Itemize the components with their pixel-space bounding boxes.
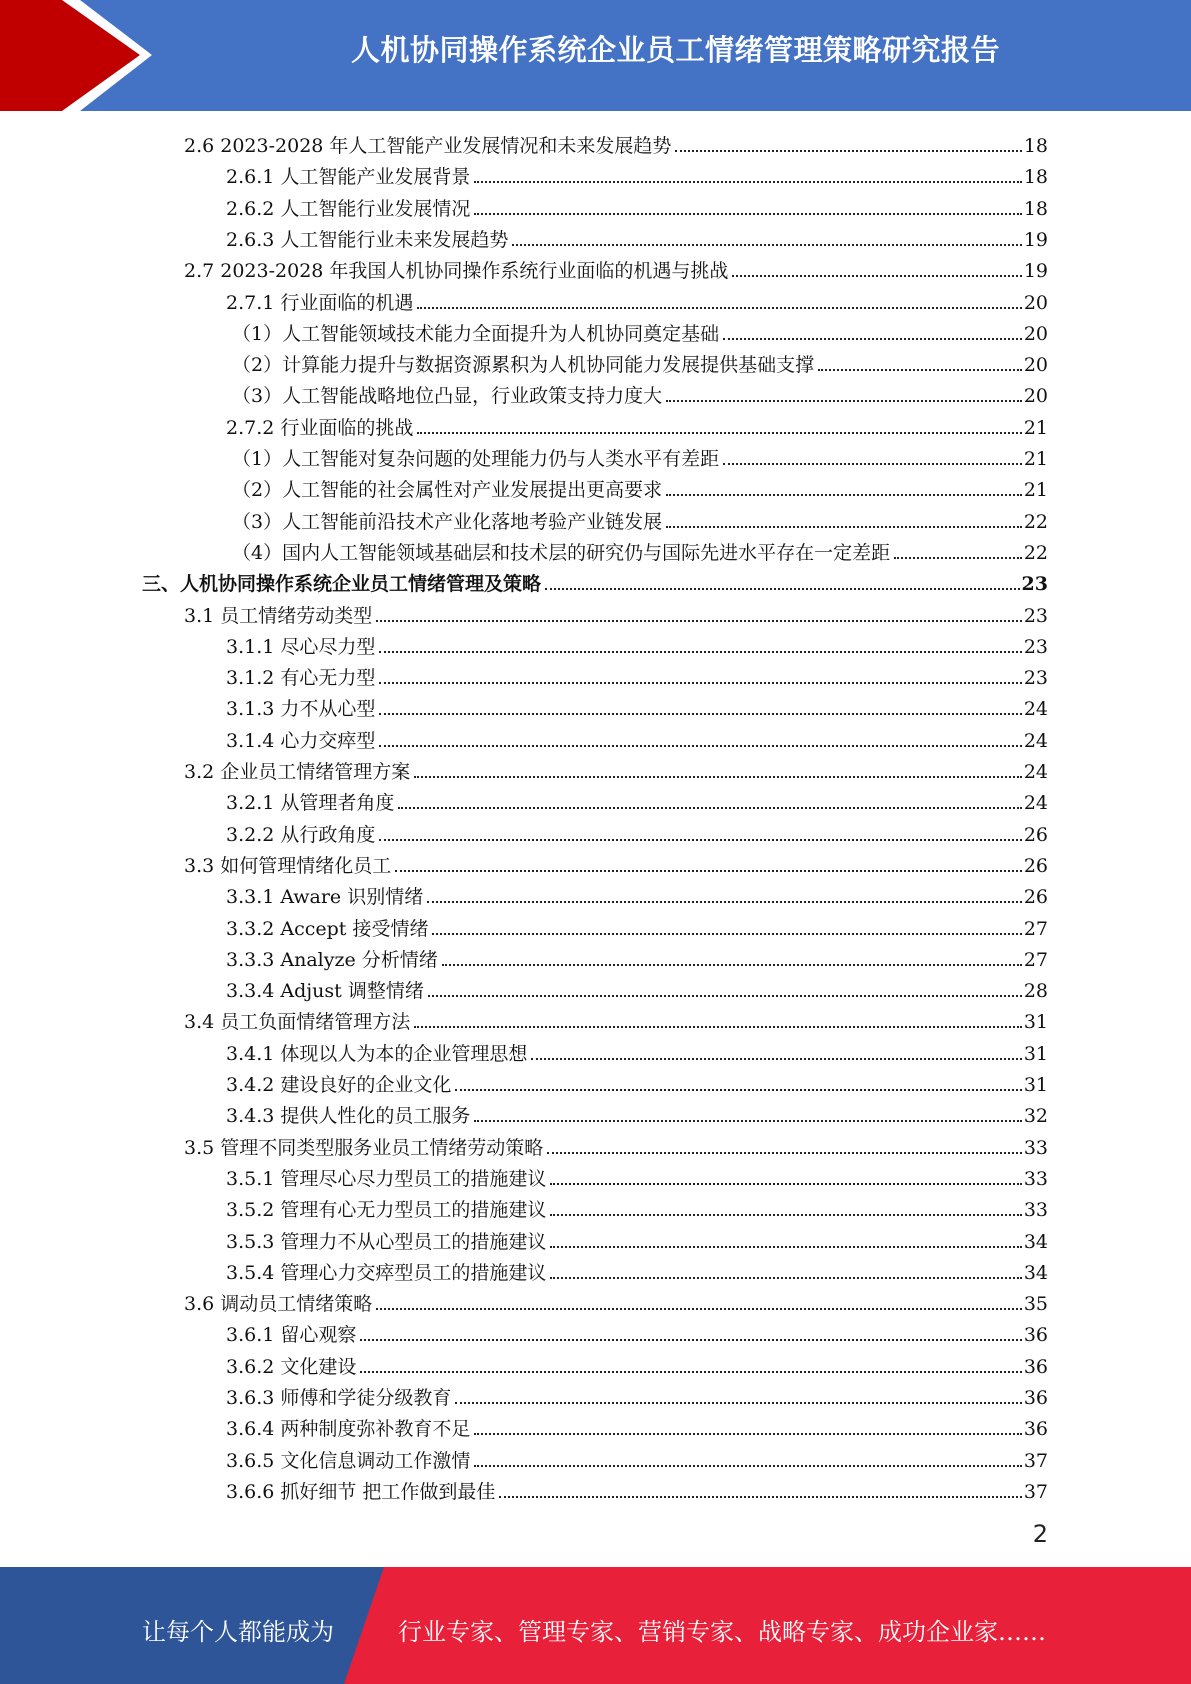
toc-dot-leader — [376, 620, 1022, 622]
toc-entry-page: 19 — [1023, 260, 1048, 283]
toc-dot-leader — [414, 1026, 1022, 1028]
toc-dot-leader — [376, 1308, 1022, 1310]
toc-entry-page: 24 — [1023, 761, 1048, 783]
toc-entry-page: 20 — [1023, 291, 1048, 314]
toc-entry-title: 3.5.4 管理心力交瘁型员工的措施建议 — [226, 1261, 547, 1284]
toc-dot-leader — [723, 463, 1022, 465]
toc-entry[interactable] — [226, 190, 1048, 221]
toc-entry-title: 3.1.3 力不从心型 — [226, 698, 376, 721]
toc-entry[interactable] — [226, 1160, 1048, 1191]
toc-dot-leader — [547, 1152, 1022, 1154]
toc-entry-page: 26 — [1023, 854, 1048, 877]
toc-entry-page: 34 — [1023, 1230, 1048, 1253]
toc-entry[interactable] — [184, 1129, 1048, 1160]
toc-entry-page: 34 — [1023, 1261, 1048, 1284]
toc-dot-leader — [550, 1214, 1021, 1216]
toc-entry-title: 3.3.3 Analyze 分析情绪 — [226, 948, 438, 971]
toc-entry[interactable] — [232, 471, 1048, 502]
toc-dot-leader — [379, 745, 1021, 747]
toc-dot-leader — [723, 338, 1022, 340]
toc-entry[interactable] — [226, 659, 1048, 690]
toc-entry-page: 23 — [1023, 604, 1048, 627]
toc-entry[interactable] — [226, 1316, 1048, 1347]
footer-slogan-left: 让每个人都能成为 — [142, 1618, 334, 1646]
toc-entry[interactable] — [226, 878, 1048, 909]
toc-entry-title: 3.4.1 体现以人为本的企业管理思想 — [226, 1042, 528, 1065]
toc-dot-leader — [360, 1371, 1021, 1373]
toc-dot-leader — [398, 807, 1021, 809]
toc-entry-title: 3.2.1 从管理者角度 — [226, 792, 395, 815]
toc-entry[interactable] — [226, 409, 1048, 440]
toc-entry-title: 3.4.3 提供人性化的员工服务 — [226, 1105, 471, 1128]
toc-entry[interactable] — [184, 1285, 1048, 1316]
page-number: 2 — [1032, 1520, 1048, 1548]
toc-entry-page: 31 — [1023, 1011, 1048, 1034]
toc-dot-leader — [545, 588, 1020, 590]
toc-dot-leader — [428, 995, 1022, 997]
toc-entry-page: 24 — [1023, 792, 1048, 815]
toc-entry[interactable] — [226, 158, 1048, 189]
toc-entry-page: 37 — [1023, 1480, 1048, 1503]
toc-entry[interactable] — [226, 1379, 1048, 1410]
toc-entry[interactable] — [184, 252, 1048, 283]
toc-dot-leader — [379, 651, 1021, 653]
toc-entry[interactable] — [226, 284, 1048, 315]
toc-entry-title: 3.1.4 心力交瘁型 — [226, 729, 376, 752]
toc-dot-leader — [474, 1433, 1021, 1435]
toc-dot-leader — [360, 1339, 1021, 1341]
toc-entry-page: 19 — [1023, 228, 1048, 251]
toc-entry-title: 3.1 员工情绪劳动类型 — [184, 604, 373, 627]
toc-entry-page: 20 — [1023, 322, 1048, 345]
toc-entry[interactable] — [226, 1097, 1048, 1128]
toc-dot-leader — [818, 369, 1022, 371]
toc-dot-leader — [379, 713, 1021, 715]
toc-dot-leader — [414, 776, 1022, 778]
toc-entry[interactable] — [226, 1473, 1048, 1504]
toc-entry-page: 37 — [1023, 1449, 1048, 1472]
toc-dot-leader — [417, 307, 1021, 309]
toc-dot-leader — [455, 1402, 1021, 1404]
toc-entry-page: 33 — [1023, 1136, 1048, 1159]
toc-dot-leader — [417, 432, 1021, 434]
toc-entry[interactable] — [226, 941, 1048, 972]
toc-entry[interactable] — [184, 847, 1048, 878]
toc-entry-title: 3.6.1 留心观察 — [226, 1324, 357, 1347]
toc-entry-title: （1）人工智能对复杂问题的处理能力仍与人类水平有差距 — [232, 448, 720, 470]
toc-entry-title: 3.5.2 管理有心无力型员工的措施建议 — [226, 1199, 547, 1222]
toc-entry-page: 21 — [1023, 448, 1048, 470]
toc-entry-page: 26 — [1023, 823, 1048, 846]
toc-entry-title: 3.3.4 Adjust 调整情绪 — [226, 980, 424, 1003]
toc-entry-page: 23 — [1023, 667, 1048, 690]
toc-entry[interactable] — [226, 1254, 1048, 1285]
toc-entry-title: 3.3 如何管理情绪化员工 — [184, 854, 392, 877]
toc-entry-page: 36 — [1023, 1387, 1048, 1409]
toc-dot-leader — [474, 1120, 1021, 1122]
toc-entry-page: 24 — [1023, 698, 1048, 721]
toc-entry-title: 3.6.6 抓好细节 把工作做到最佳 — [226, 1480, 496, 1503]
toc-entry-page: 22 — [1023, 541, 1048, 564]
toc-entry-title: （2）计算能力提升与数据资源累积为人机协同能力发展提供基础支撑 — [232, 354, 815, 377]
toc-dot-leader — [474, 181, 1021, 183]
toc-entry-title: 3.5.3 管理力不从心型员工的措施建议 — [226, 1230, 547, 1253]
toc-entry-title: （3）人工智能前沿技术产业化落地考验产业链发展 — [232, 510, 663, 533]
toc-entry-title: 3.2.2 从行政角度 — [226, 823, 376, 846]
toc-dot-leader — [732, 275, 1021, 277]
toc-entry-title: （1）人工智能领域技术能力全面提升为人机协同奠定基础 — [232, 322, 720, 345]
toc-dot-leader — [666, 400, 1022, 402]
toc-entry-title: 3.5.1 管理尽心尽力型员工的措施建议 — [226, 1167, 547, 1190]
toc-entry-title: 2.6.1 人工智能产业发展背景 — [226, 166, 471, 189]
toc-dot-leader — [531, 1058, 1021, 1060]
toc-entry-page: 31 — [1023, 1074, 1048, 1096]
toc-entry[interactable] — [226, 690, 1048, 721]
toc-entry-title: 3.4.2 建设良好的企业文化 — [226, 1074, 452, 1096]
toc-entry-page: 27 — [1023, 917, 1048, 940]
toc-dot-leader — [442, 964, 1022, 966]
toc-entry-title: 3.3.2 Accept 接受情绪 — [226, 917, 429, 940]
toc-entry-page: 23 — [1023, 635, 1048, 658]
toc-entry[interactable] — [226, 816, 1048, 847]
toc-entry-page: 21 — [1023, 416, 1048, 439]
toc-entry[interactable] — [226, 1442, 1048, 1473]
toc-entry-page: 32 — [1023, 1105, 1048, 1128]
toc-entry[interactable] — [184, 1003, 1048, 1034]
toc-entry-page: 21 — [1023, 479, 1048, 502]
toc-dot-leader — [455, 1089, 1021, 1091]
page-header — [0, 0, 1191, 111]
toc-entry[interactable] — [226, 910, 1048, 941]
toc-dot-leader — [675, 150, 1021, 152]
toc-entry-title: 3.1.1 尽心尽力型 — [226, 635, 376, 658]
toc-entry-title: 3.6.3 师傅和学徒分级教育 — [226, 1387, 452, 1409]
toc-entry-page: 23 — [1021, 573, 1048, 596]
toc-dot-leader — [550, 1277, 1021, 1279]
toc-entry-title: （4）国内人工智能领域基础层和技术层的研究仍与国际先进水平存在一定差距 — [232, 541, 891, 564]
toc-entry-title: 2.6.2 人工智能行业发展情况 — [226, 197, 471, 220]
toc-entry-page: 36 — [1023, 1324, 1048, 1347]
toc-entry[interactable] — [226, 221, 1048, 252]
toc-entry[interactable] — [232, 534, 1048, 565]
toc-dot-leader — [427, 901, 1022, 903]
toc-entry[interactable] — [226, 1348, 1048, 1379]
toc-entry[interactable] — [226, 972, 1048, 1003]
toc-entry[interactable] — [226, 1223, 1048, 1254]
toc-entry[interactable] — [226, 1035, 1048, 1066]
toc-entry-page: 18 — [1023, 197, 1048, 220]
toc-entry-title: 3.5 管理不同类型服务业员工情绪劳动策略 — [184, 1136, 544, 1159]
toc-entry-title: 2.6.3 人工智能行业未来发展趋势 — [226, 228, 509, 251]
toc-dot-leader — [432, 933, 1021, 935]
toc-entry[interactable] — [232, 503, 1048, 534]
toc-entry-page: 24 — [1023, 729, 1048, 752]
toc-dot-leader — [550, 1183, 1021, 1185]
toc-entry-page: 27 — [1023, 948, 1048, 971]
toc-entry-title: 2.6 2023-2028 年人工智能产业发展情况和未来发展趋势 — [184, 135, 672, 157]
toc-entry-title: 3.6.2 文化建设 — [226, 1355, 357, 1378]
toc-entry-title: 三、人机协同操作系统企业员工情绪管理及策略 — [142, 573, 542, 596]
toc-entry-title: （3）人工智能战略地位凸显，行业政策支持力度大 — [232, 385, 663, 408]
toc-entry-page: 18 — [1023, 166, 1048, 189]
toc-entry-page: 36 — [1023, 1418, 1048, 1441]
toc-entry-title: 3.3.1 Aware 识别情绪 — [226, 886, 424, 909]
toc-entry[interactable] — [226, 1066, 1048, 1097]
toc-entry-page: 18 — [1023, 135, 1048, 157]
toc-entry-page: 20 — [1023, 354, 1048, 377]
toc-entry[interactable] — [184, 597, 1048, 628]
toc-dot-leader — [395, 870, 1022, 872]
toc-dot-leader — [499, 1496, 1021, 1498]
toc-entry-title: 2.7 2023-2028 年我国人机协同操作系统行业面临的机遇与挑战 — [184, 260, 729, 283]
toc-dot-leader — [379, 839, 1021, 841]
toc-entry-page: 33 — [1023, 1167, 1048, 1190]
toc-dot-leader — [474, 1465, 1021, 1467]
toc-entry[interactable] — [226, 628, 1048, 659]
toc-entry-page: 28 — [1023, 980, 1048, 1003]
toc-dot-leader — [512, 244, 1021, 246]
toc-entry[interactable] — [226, 1410, 1048, 1441]
toc-entry[interactable] — [232, 440, 1048, 471]
footer-slogan-right: 行业专家、管理专家、营销专家、战略专家、成功企业家…… — [398, 1618, 1046, 1646]
toc-entry-page: 33 — [1023, 1199, 1048, 1222]
toc-entry-title: （2）人工智能的社会属性对产业发展提出更高要求 — [232, 479, 663, 502]
toc-dot-leader — [666, 494, 1022, 496]
toc-entry-title: 2.7.1 行业面临的机遇 — [226, 291, 414, 314]
page-footer — [0, 1567, 1191, 1684]
toc-entry[interactable] — [226, 784, 1048, 815]
toc-entry-page: 35 — [1023, 1293, 1048, 1316]
toc-dot-leader — [379, 682, 1021, 684]
toc-entry-title: 3.6 调动员工情绪策略 — [184, 1293, 373, 1316]
toc-entry-page: 26 — [1023, 886, 1048, 909]
document-title: 人机协同操作系统企业员工情绪管理策略研究报告 — [350, 33, 1000, 67]
toc-entry-title: 3.6.5 文化信息调动工作激情 — [226, 1449, 471, 1472]
toc-entry[interactable] — [184, 753, 1048, 784]
toc-entry[interactable] — [232, 377, 1048, 408]
toc-chapter-entry[interactable] — [142, 565, 1048, 596]
toc-entry-page: 20 — [1023, 385, 1048, 408]
toc-entry-title: 3.2 企业员工情绪管理方案 — [184, 761, 411, 783]
toc-entry-page: 31 — [1023, 1042, 1048, 1065]
toc-dot-leader — [550, 1246, 1021, 1248]
toc-dot-leader — [474, 213, 1021, 215]
toc-entry-title: 3.4 员工负面情绪管理方法 — [184, 1011, 411, 1034]
toc-entry[interactable] — [226, 722, 1048, 753]
toc-dot-leader — [894, 557, 1022, 559]
toc-entry-page: 22 — [1023, 510, 1048, 533]
toc-dot-leader — [666, 526, 1022, 528]
toc-entry[interactable] — [232, 315, 1048, 346]
toc-entry-page: 36 — [1023, 1355, 1048, 1378]
toc-entry[interactable] — [226, 1191, 1048, 1222]
toc-entry-title: 3.6.4 两种制度弥补教育不足 — [226, 1418, 471, 1441]
toc-entry[interactable] — [232, 346, 1048, 377]
toc-entry-title: 2.7.2 行业面临的挑战 — [226, 416, 414, 439]
toc-entry[interactable] — [184, 127, 1048, 158]
toc-entry-title: 3.1.2 有心无力型 — [226, 667, 376, 690]
